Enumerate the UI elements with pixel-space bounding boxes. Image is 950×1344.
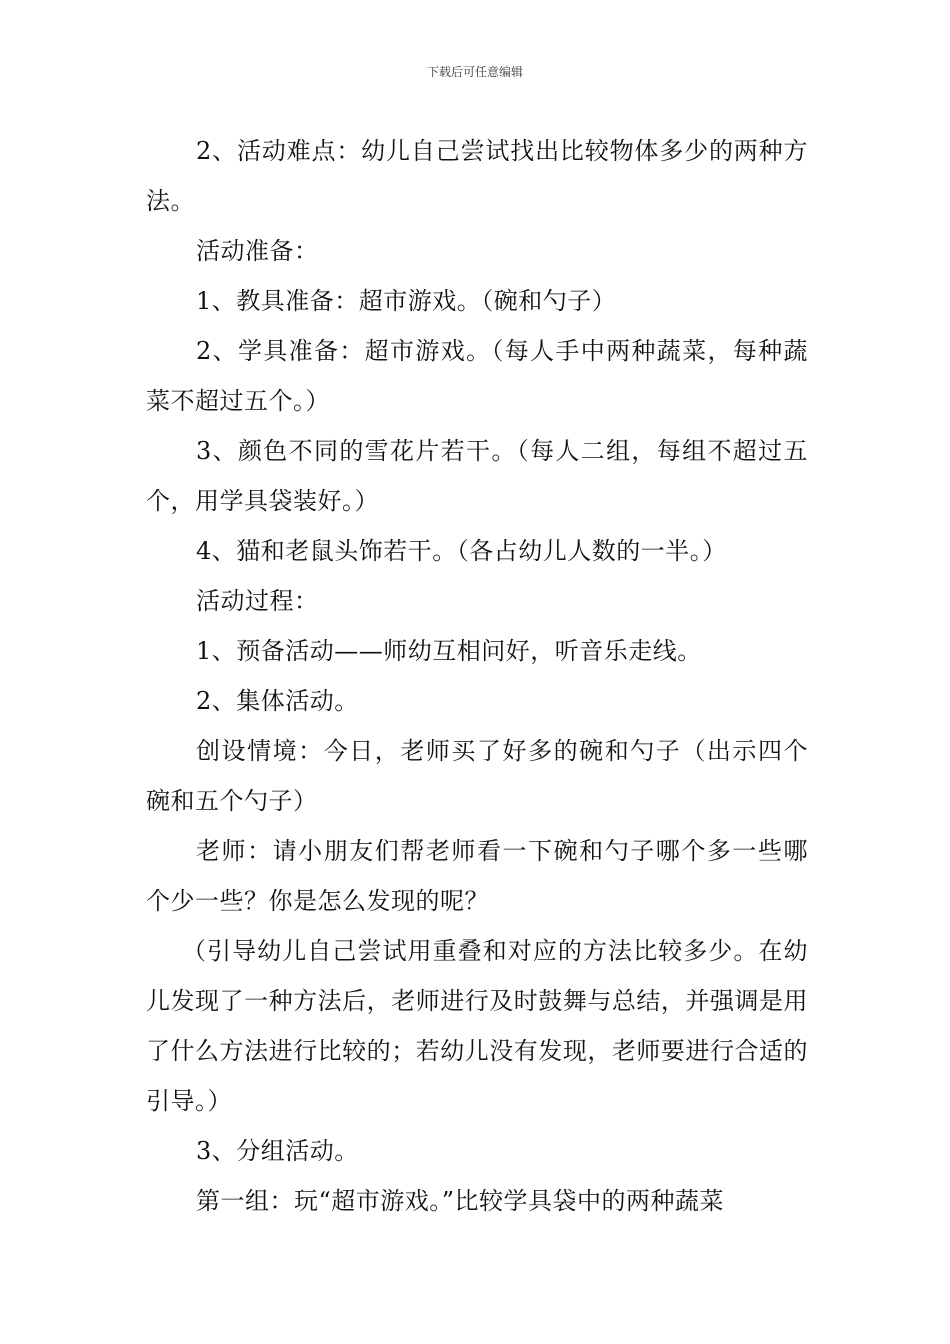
paragraph-snowflakes: 3、颜色不同的雪花片若干。（每人二组，每组不超过五个，用学具袋装好。） [146, 437, 808, 515]
heading-preparation: 活动准备： [196, 237, 319, 265]
paragraph-split-groups: 3、分组活动。 [196, 1137, 359, 1165]
paragraph-headwear: 4、猫和老鼠头饰若干。（各占幼儿人数的一半。） [196, 537, 727, 565]
paragraph-scenario: 创设情境：今日，老师买了好多的碗和勺子（出示四个碗和五个勺子） [146, 737, 808, 815]
paragraph-guidance: （引导幼儿自己尝试用重叠和对应的方法比较多少。在幼儿发现了一种方法后，老师进行及时鼓舞与总结，并强调是用了什么方法进行比较的；若幼儿没有发现，老师要进行合适的引导。） [146, 937, 808, 1115]
paragraph-learning-aids: 2、学具准备：超市游戏。（每人手中两种蔬菜，每种蔬菜不超过五个。） [146, 337, 808, 415]
paragraph-group-activity: 2、集体活动。 [196, 687, 359, 715]
paragraph-teacher-question: 老师：请小朋友们帮老师看一下碗和勺子哪个多一些哪个少一些？你是怎么发现的呢？ [146, 837, 808, 915]
paragraph-warmup: 1、预备活动——师幼互相问好，听音乐走线。 [196, 637, 702, 665]
heading-process: 活动过程： [196, 587, 319, 615]
document-body [146, 126, 808, 1226]
paragraph-teaching-aids: 1、教具准备：超市游戏。（碗和勺子） [196, 287, 617, 315]
paragraph-first-group: 第一组：玩“超市游戏。”比较学具袋中的两种蔬菜 [196, 1187, 725, 1215]
page-header: 下载后可任意编辑 [426, 65, 523, 79]
paragraph-difficulty: 2、活动难点：幼儿自己尝试找出比较物体多少的两种方法。 [146, 137, 808, 215]
